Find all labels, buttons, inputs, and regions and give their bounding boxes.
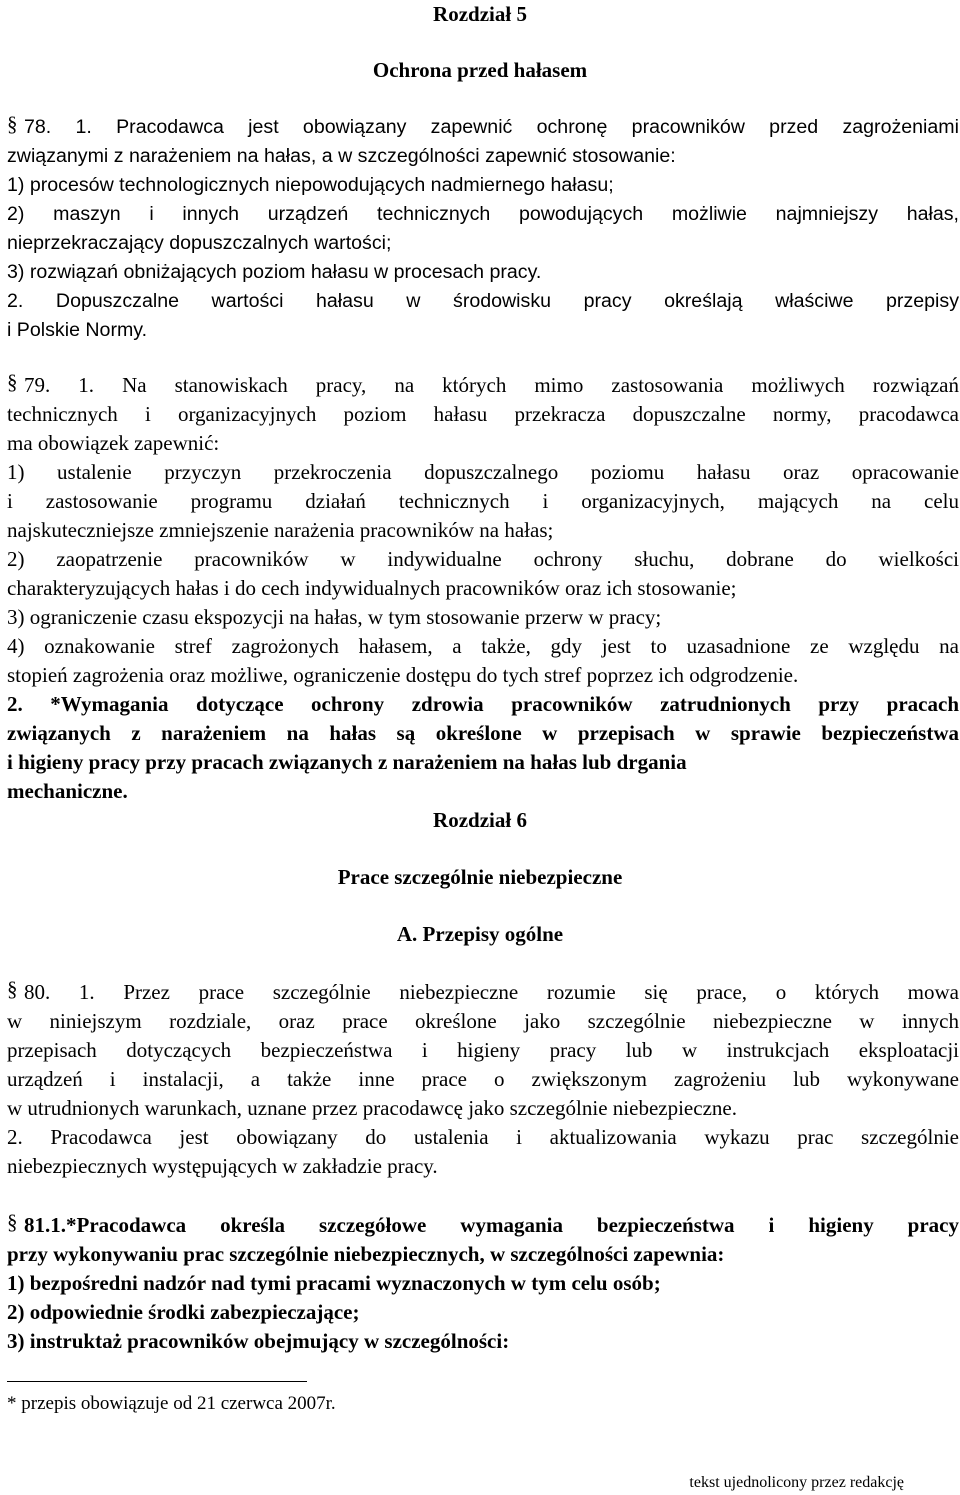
par79-line-9: 3) ograniczenie czasu ekspozycji na hałas, w tym stosowanie przerw w pracy; xyxy=(7,605,662,629)
par79-line-7: 2) zaopatrzenie pracowników w indywidualne ochrony słuchu, dobrane do wielkości xyxy=(7,547,959,571)
par79-line-10: 4) oznakowanie stref zagrożonych hałasem, a także, gdy jest to uzasadnione ze względu na xyxy=(7,634,959,658)
par81-line-3: 1) bezpośredni nadzór nad tymi pracami wyznaczonych w tym celu osób; xyxy=(7,1271,661,1295)
par78-line-8: i Polskie Normy. xyxy=(7,319,148,341)
chapter-6-heading: Rozdział 6 xyxy=(433,808,527,832)
section-symbol-78: § xyxy=(7,112,18,136)
par78-line-5: nieprzekraczający dopuszczalnych wartości; xyxy=(7,232,392,254)
par80-line-5: w utrudnionych warunkach, uznane przez pracodawcę jako szczególnie niebezpieczne. xyxy=(7,1096,737,1120)
footnote-text: * przepis obowiązuje od 21 czerwca 2007r. xyxy=(7,1393,336,1414)
chapter-5-title: Ochrona przed hałasem xyxy=(372,58,588,82)
par80-line-6: 2. Pracodawca jest obowiązany do ustalenia i aktualizowania wykazu prac szczególnie xyxy=(7,1125,959,1149)
par78-line-3: 1) procesów technologicznych niepowodujących nadmiernego hałasu; xyxy=(7,174,614,196)
par80-line-7: niebezpiecznych występujących w zakładzie pracy. xyxy=(7,1154,438,1178)
par79-line-1: 79. 1. Na stanowiskach pracy, na których mimo zastosowania możliwych rozwiązań xyxy=(24,373,959,397)
section-symbol-80: § xyxy=(7,977,18,1001)
par80-line-4: urządzeń i instalacji, a także inne prace o zwiększonym zagrożeniu lub wykonywane xyxy=(7,1067,959,1091)
footnote-separator xyxy=(7,1381,307,1382)
par79-bold-line-2: związanych z narażeniem na hałas są określone w przepisach w sprawie bezpieczeństwa xyxy=(7,721,959,745)
par78-line-6: 3) rozwiązań obniżających poziom hałasu w procesach pracy. xyxy=(7,261,542,283)
par80-line-1: 80. 1. Przez prace szczególnie niebezpieczne rozumie się prace, o których mowa xyxy=(24,980,959,1004)
par80-line-3: przepisach dotyczących bezpieczeństwa i higieny pracy lub w instrukcjach eksploatacji xyxy=(7,1038,959,1062)
par79-line-5: i zastosowanie programu działań technicznych i organizacyjnych, mających na celu xyxy=(7,489,959,513)
section-symbol-81: § xyxy=(7,1210,18,1234)
par79-bold-line-4: mechaniczne. xyxy=(7,779,128,803)
par79-line-4: 1) ustalenie przyczyn przekroczenia dopuszczalnego poziomu hałasu oraz opracowanie xyxy=(7,460,959,484)
par79-bold-line-1: 2. *Wymagania dotyczące ochrony zdrowia pracowników zatrudnionych przy pracach xyxy=(7,692,959,716)
par79-bold-line-3: i higieny pracy przy pracach związanych z narażeniem na hałas lub drgania xyxy=(7,750,687,774)
par79-line-2: technicznych i organizacyjnych poziom hałasu przekracza dopuszczalne normy, pracodawca xyxy=(7,402,959,426)
par79-line-11: stopień zagrożenia oraz możliwe, ograniczenie dostępu do tych stref poprzez ich odgrodzenie. xyxy=(7,663,799,687)
par81-line-2: przy wykonywaniu prac szczególnie niebezpiecznych, w szczególności zapewnia: xyxy=(7,1242,725,1266)
chapter-6-subtitle: A. Przepisy ogólne xyxy=(396,922,564,946)
page-footer: tekst ujednolicony przez redakcję xyxy=(689,1474,904,1491)
par78-line-2: związanymi z narażeniem na hałas, a w szczególności zapewnić stosowanie: xyxy=(7,145,676,167)
par79-line-6: najskuteczniejsze zmniejszenie narażenia pracowników na hałas; xyxy=(7,518,554,542)
chapter-5-heading: Rozdział 5 xyxy=(433,2,527,26)
par80-line-2: w niniejszym rozdziale, oraz prace określone jako szczególnie niebezpieczne w innych xyxy=(7,1009,959,1033)
par79-line-3: ma obowiązek zapewnić: xyxy=(7,431,220,455)
par81-line-5: 3) instruktaż pracowników obejmujący w szczególności: xyxy=(7,1329,510,1353)
par81-line-1: 81.1.*Pracodawca określa szczegółowe wymagania bezpieczeństwa i higieny pracy xyxy=(24,1213,959,1237)
par78-line-4: 2) maszyn i innych urządzeń technicznych powodujących możliwie najmniejszy hałas, xyxy=(7,203,959,225)
par78-line-7: 2. Dopuszczalne wartości hałasu w środowisku pracy określają właściwe przepisy xyxy=(7,290,959,312)
section-symbol-79: § xyxy=(7,370,18,394)
par78-line-1: 78. 1. Pracodawca jest obowiązany zapewnić ochronę pracowników przed zagrożeniami xyxy=(24,116,959,138)
par81-line-4: 2) odpowiednie środki zabezpieczające; xyxy=(7,1300,360,1324)
par79-line-8: charakteryzujących hałas i do cech indywidualnych pracowników oraz ich stosowanie; xyxy=(7,576,737,600)
chapter-6-title: Prace szczególnie niebezpieczne xyxy=(337,865,623,889)
